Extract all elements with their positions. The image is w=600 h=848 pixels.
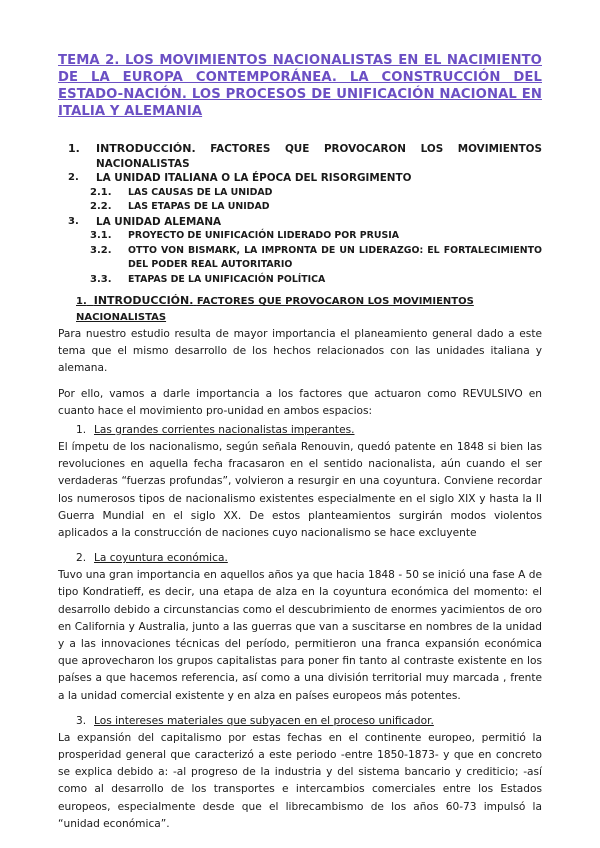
toc-item-3-3 [58,273,542,288]
document-title: TEMA 2. LOS MOVIMIENTOS NACIONALISTAS EN EL NACIMIENTO DE LA EUROPA CONTEMPORÁNEA. LA CONSTRUCCIÓN DEL ESTADO-NACIÓN. LOS PROCESOS DE UNIFICACIÓN NACIONAL EN ITALIA Y ALEMANIA [58,53,542,119]
toc-item-2-1 [58,186,542,201]
toc-item-3 [58,215,542,230]
toc-number: 2.1. [90,186,112,198]
section-number: 1. [76,296,87,307]
table-of-contents [58,142,542,287]
toc-label: PROYECTO DE UNIFICACIÓN LIDERADO POR PRUSIA [128,230,399,241]
subsection-number: 3. [76,714,87,727]
paragraph-revulsivo: Por ello, vamos a darle importancia a los factores que actuaron como REVULSIVO en cuanto hace el movimiento pro-unidad en ambos espacios: [58,387,542,417]
toc-item-2-2 [58,200,542,215]
toc-label: OTTO VON BISMARK, LA IMPRONTA DE UN LIDERAZGO: EL FORTALECIMIENTO DEL PODER REAL AUTORITARIO [128,244,542,270]
toc-label: ETAPAS DE LA UNIFICACIÓN POLÍTICA [128,273,326,285]
toc-number: 3.3. [90,273,112,285]
toc-label: LA UNIDAD ALEMANA [96,215,222,228]
section-lead: INTRODUCCIÓN. [93,294,194,307]
toc-item-3-1 [58,229,542,244]
subsection-heading [58,422,542,439]
subsection-number: 1. [76,424,87,437]
toc-number: 1. [68,142,80,155]
toc-label: LA UNIDAD ITALIANA O LA ÉPOCA DEL RISORGIMENTO [96,172,412,184]
subsection-title: La coyuntura económica. [94,552,228,565]
toc-number: 2.2. [90,201,112,212]
toc-item-1 [58,142,542,171]
toc-lead: INTRODUCCIÓN. [96,142,196,155]
toc-number: 2. [68,172,79,183]
subsection-title: Los intereses materiales que subyacen en el proceso unificador. [94,714,434,727]
toc-label: LAS ETAPAS DE LA UNIDAD [128,201,270,212]
toc-label [96,142,542,171]
toc-text: FACTORES QUE PROVOCARON LOS MOVIMIENTOS NACIONALISTAS [96,143,542,170]
toc-number: 3.1. [90,230,112,241]
subsection-title: Las grandes corrientes nacionalistas imperantes. [94,424,355,437]
section-heading-text: FACTORES QUE PROVOCARON LOS MOVIMIENTOS NACIONALISTAS [76,296,474,323]
subsection-heading [58,713,542,730]
toc-number: 3.2. [90,244,112,256]
paragraph-coyuntura: Tuvo una gran importancia en aquellos años ya que hacia 1848 - 50 se inició una fase A de tipo Kondratieff, es decir, una etapa de alza en la coyuntura económica del momento: el desarrollo debido a circunstancias como el descubrimiento de enormes yacimientos de oro en California y Australia, junto a las guerras que van a suscitarse en nombres de la unidad y a las innovaciones técnicas del período, permitieron una franca expansión económica que aprovecharon los grupos capitalistas para poner fin tanto al contraste existente en los países a que hacemos referencia, así como a una división territorial muy marcada , frente a la unidad comercial existente y en alza en países europeos más potentes. [58,569,542,702]
subsection-heading [58,550,542,567]
paragraph-nacionalismo: El ímpetu de los nacionalismo, según señala Renouvin, quedó patente en 1848 si bien las revoluciones en aquella fecha fracasaron en el sentido nacionalista, aún cuando el ser verdaderas “fuerzas profundas”, volvieron a resurgir en una coyuntura. Conviene recordar los numerosos tipos de nacionalismo existentes especialmente en el siglo XIX y hasta la II Guerra Mundial en el siglo XX. De estos planteamientos surgirán modos violentos aplicados a la construcción de naciones cuyo nacionalismo se hace excluyente [58,441,542,540]
paragraph-intereses: La expansión del capitalismo por estas fechas en el continente europeo, permitió la prosperidad general que caracterizó a este periodo -entre 1850-1873- y que en concreto se explica debido a: -al progreso de la industria y del sistema bancario y crediticio; -así como al desarrollo de los transportes e intercambios comerciales entre los Estados europeos, especialmente desde que el librecambismo de los años 60-73 impulsó la “unidad económica”. [58,731,542,830]
toc-label: LAS CAUSAS DE LA UNIDAD [128,186,273,198]
paragraph-intro: Para nuestro estudio resulta de mayor importancia el planeamiento general dado a este tema que el mismo desarrollo de los hechos relacionados con las unidades italiana y alemana. [58,328,542,375]
toc-item-3-2 [58,244,542,273]
subsection-number: 2. [76,552,87,565]
toc-number: 3. [68,215,79,227]
toc-item-2 [58,171,542,186]
section-heading [58,293,542,326]
